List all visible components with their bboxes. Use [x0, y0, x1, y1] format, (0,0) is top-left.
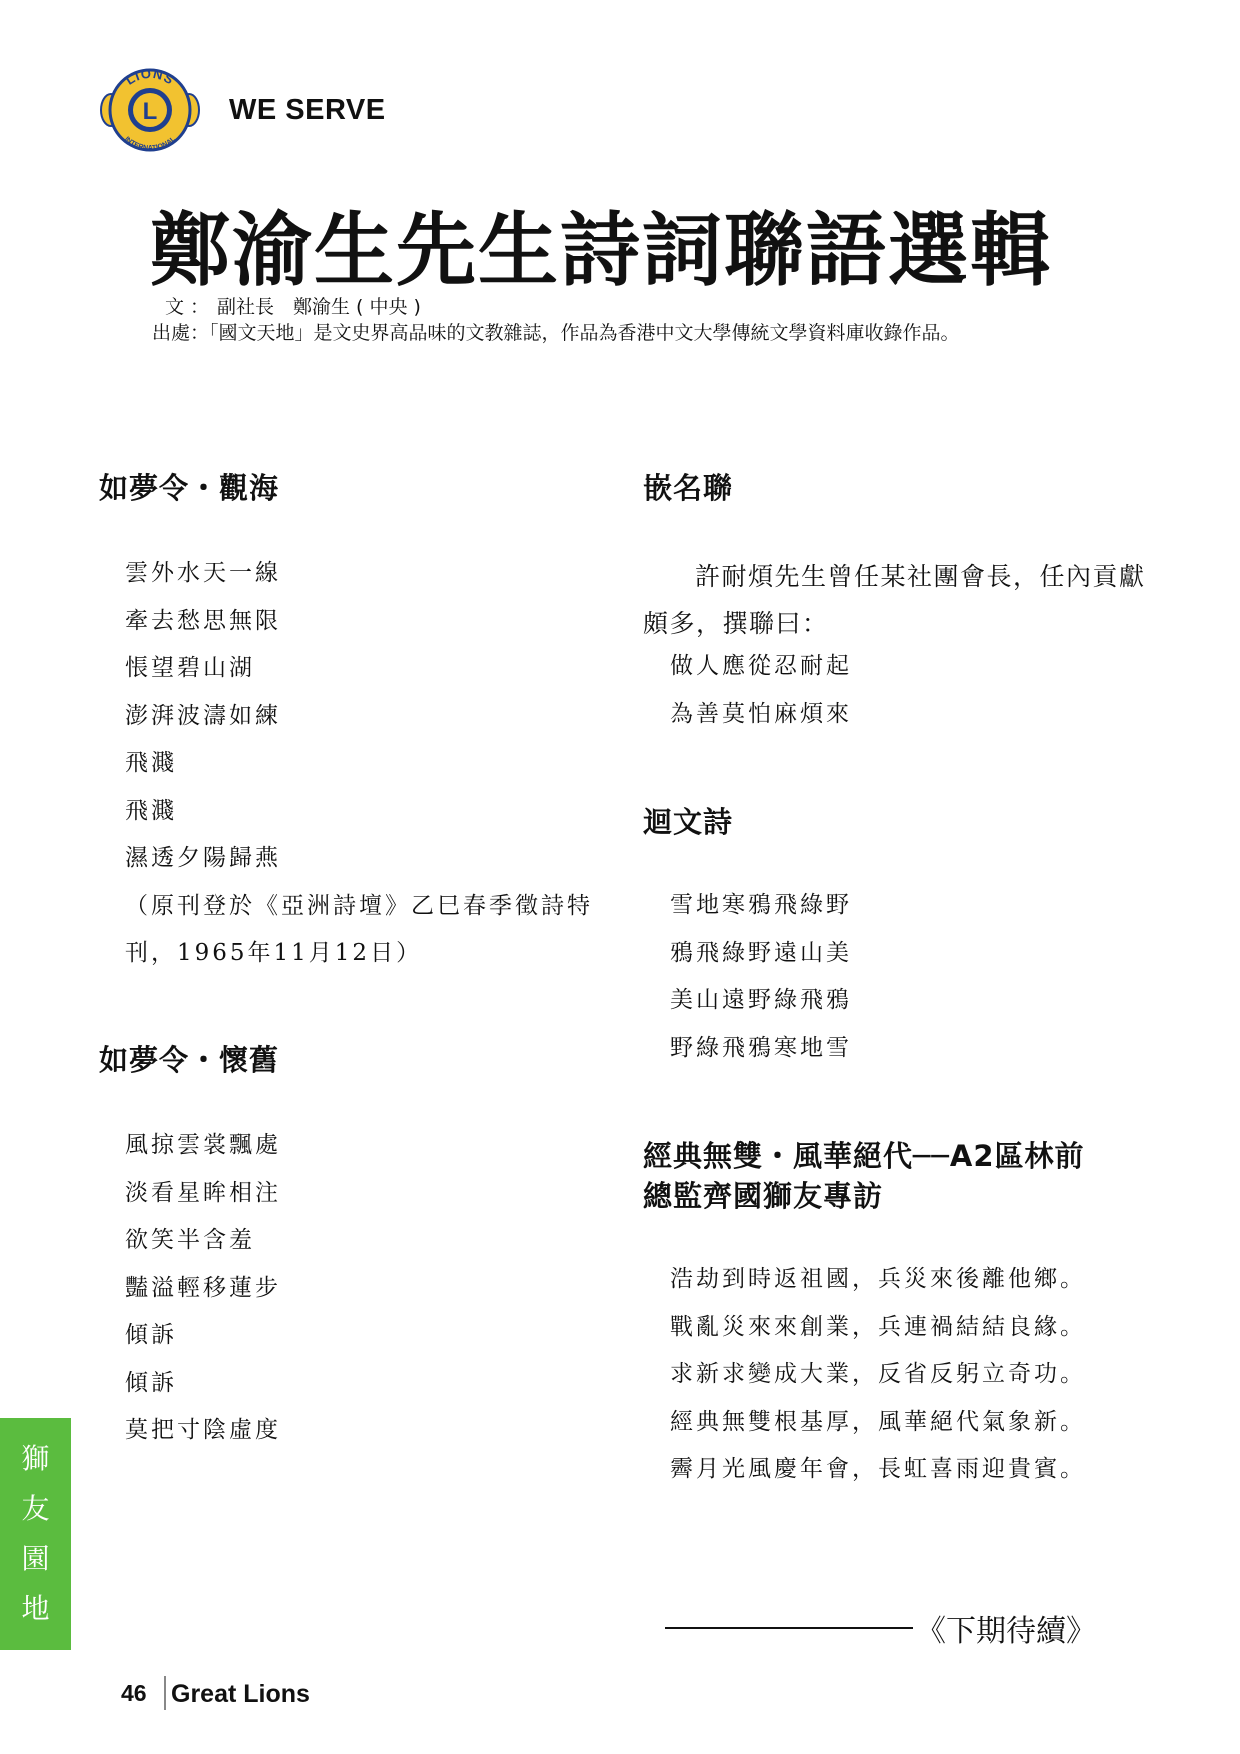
poem-line: 美山遠野綠飛鴉	[670, 987, 852, 1013]
logo-text-bottom: INTERNATIONAL	[123, 135, 177, 153]
poem-lines	[125, 550, 593, 978]
poem-line: 飛濺	[125, 750, 177, 776]
logo-letter: L	[142, 98, 158, 125]
section-heading: 經典無雙・風華絕代──A2區林前	[643, 1139, 1085, 1173]
poem-line: 雪地寒鴉飛綠野	[670, 892, 852, 918]
poem-line: 刊，1965年11月12日）	[125, 940, 423, 966]
continued-note: 《下期待續》	[916, 1614, 1096, 1649]
footer-divider	[164, 1676, 166, 1710]
author-name: 副社長 鄭渝生 ( 中央 )	[217, 296, 421, 318]
logo-text-top: LIONS	[122, 65, 178, 88]
page-number: 46	[121, 1680, 147, 1706]
author-line	[165, 292, 421, 319]
section-heading: 迴文詩	[643, 805, 734, 839]
poem-line: 傾訴	[125, 1369, 177, 1396]
section-heading-cont: 總監齊國獅友專訪	[643, 1179, 884, 1213]
poem-line: 浩劫到時返祖國，兵災來後離他鄉。	[670, 1266, 1086, 1292]
poem-line: 牽去愁思無限	[125, 607, 281, 634]
section-heading: 嵌名聯	[643, 471, 734, 505]
poem-line: 霽月光風慶年會，長虹喜雨迎貴賓。	[670, 1456, 1086, 1482]
poem-line: 雲外水天一線	[125, 560, 281, 586]
couplet-line: 做人應從忍耐起	[670, 653, 852, 679]
poem-line: 鴉飛綠野遠山美	[670, 939, 852, 966]
poem-line: 戰亂災來來創業，兵連禍結結良緣。	[670, 1313, 1086, 1340]
poem-line: 欲笑半含羞	[125, 1227, 255, 1253]
poem-line: 濕透夕陽歸燕	[125, 845, 281, 871]
publication-name: Great Lions	[171, 1680, 310, 1708]
poem-line: 經典無雙根基厚，風華絕代氣象新。	[670, 1408, 1086, 1435]
prose-line: 許耐煩先生曾任某社團會長，任內貢獻	[695, 562, 1146, 591]
continued-rule	[665, 1627, 913, 1629]
source-line: 出處：「國文天地」是文史界高品味的文教雜誌，作品為香港中文大學傳統文學資料庫收錄作品。	[152, 322, 960, 344]
lions-logo	[100, 60, 200, 160]
poem-line: 豔溢輕移蓮步	[125, 1274, 281, 1301]
page-title: 鄭渝生先生詩詞聯語選輯	[150, 204, 1052, 297]
poem-line: （原刊登於《亞洲詩壇》乙巳春季徵詩特	[125, 892, 593, 919]
motto: WE SERVE	[229, 94, 386, 126]
poem-line: 澎湃波濤如練	[125, 702, 281, 729]
poem-line: 野綠飛鴉寒地雪	[670, 1034, 852, 1061]
poem-line: 莫把寸陰虛度	[125, 1417, 281, 1443]
poem-lines	[670, 882, 852, 1072]
side-tab-char: 地	[21, 1592, 50, 1625]
poem-line: 淡看星眸相注	[125, 1179, 281, 1206]
side-tab-char: 友	[21, 1492, 50, 1525]
poem-lines	[670, 1256, 1086, 1494]
prose-line: 頗多，撰聯曰：	[643, 609, 829, 638]
section-heading: 如夢令・觀海	[99, 471, 280, 505]
poem-line: 求新求變成大業，反省反躬立奇功。	[670, 1361, 1086, 1387]
section-side-tab	[0, 1418, 71, 1650]
poem-line: 悵望碧山湖	[125, 655, 255, 681]
poem-line: 傾訴	[125, 1322, 177, 1348]
couplet-lines	[670, 643, 852, 738]
poem-lines	[125, 1122, 281, 1455]
section-heading: 如夢令・懷舊	[99, 1043, 280, 1077]
poem-line: 飛濺	[125, 797, 177, 824]
author-label: 文 ：	[165, 296, 210, 318]
side-tab-char: 園	[21, 1542, 50, 1575]
poem-line: 風掠雲裳飄處	[125, 1132, 281, 1158]
couplet-line: 為善莫怕麻煩來	[670, 700, 852, 727]
side-tab-char: 獅	[21, 1442, 50, 1475]
lions-emblem-icon	[100, 60, 200, 160]
